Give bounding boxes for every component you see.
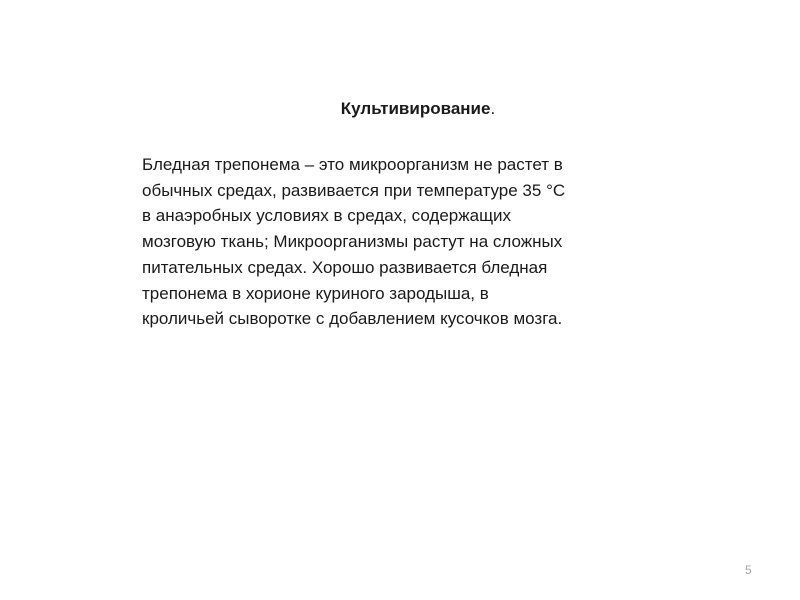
body-line: обычных средах, развивается при температуре 35 °С xyxy=(142,180,566,200)
slide-title xyxy=(0,99,800,119)
slide-body-text xyxy=(142,152,712,332)
slide-title-text: Культивирование xyxy=(340,99,491,118)
page-number: 5 xyxy=(745,563,752,577)
body-line: Бледная трепонема – это микроорганизм не растет в xyxy=(142,155,563,174)
slide-title-period: . xyxy=(490,99,496,118)
body-line: кроличьей сыворотке с добавлением кусочков мозга. xyxy=(142,309,563,329)
body-line: в анаэробных условиях в средах, содержащих xyxy=(142,206,512,226)
body-line: питательных средах. Хорошо развивается бледная xyxy=(142,257,548,277)
body-line: трепонема в хорионе куриного зародыша, в xyxy=(142,283,489,303)
body-line: мозговую ткань; Микроорганизмы растут на сложных xyxy=(142,232,563,252)
